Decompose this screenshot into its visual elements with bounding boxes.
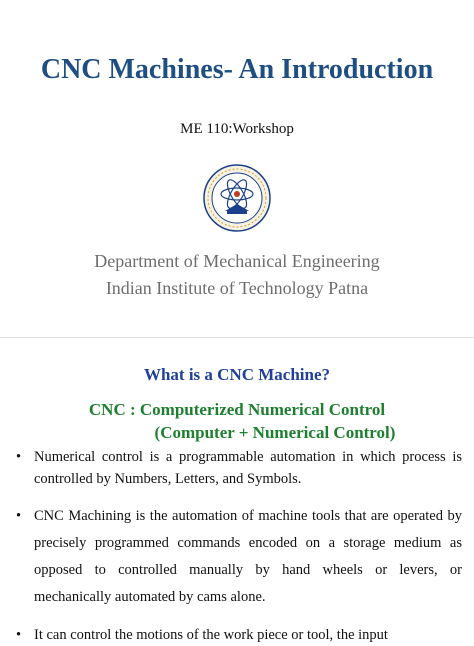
iit-patna-logo <box>203 164 271 232</box>
bullet-icon: • <box>16 627 22 643</box>
bullet-icon: • <box>16 449 22 465</box>
department-name: Department of Mechanical Engineering <box>94 251 380 271</box>
bullet-text: Numerical control is a programmable automation in which process is controlled by Numbers, Letters, and Symbols. <box>34 449 462 487</box>
bullet-list <box>16 446 462 646</box>
bullet-text: It can control the motions of the work piece or tool, the input <box>34 627 388 643</box>
bullet-text: CNC Machining is the automation of machine tools that are operated by precisely programmed commands encoded on a storage medium as opposed to controlled manually by hand wheels or levers, or mechanically automated by cams alone. <box>34 508 462 605</box>
cnc-definition: CNC : Computerized Numerical Control <box>88 400 386 419</box>
cnc-expansion: (Computer + Numerical Control) <box>154 423 396 442</box>
bullet-item <box>16 446 462 490</box>
department-block <box>0 248 474 302</box>
content-slide <box>0 338 474 643</box>
bullet-item <box>16 503 462 611</box>
slide-heading: What is a CNC Machine? <box>143 365 331 384</box>
slide-title: CNC Machines- An Introduction <box>40 54 434 85</box>
course-subtitle: ME 110:Workshop <box>180 121 294 137</box>
institute-name: Indian Institute of Technology Patna <box>105 278 369 298</box>
bullet-icon: • <box>16 508 22 524</box>
bullet-item <box>16 624 462 646</box>
